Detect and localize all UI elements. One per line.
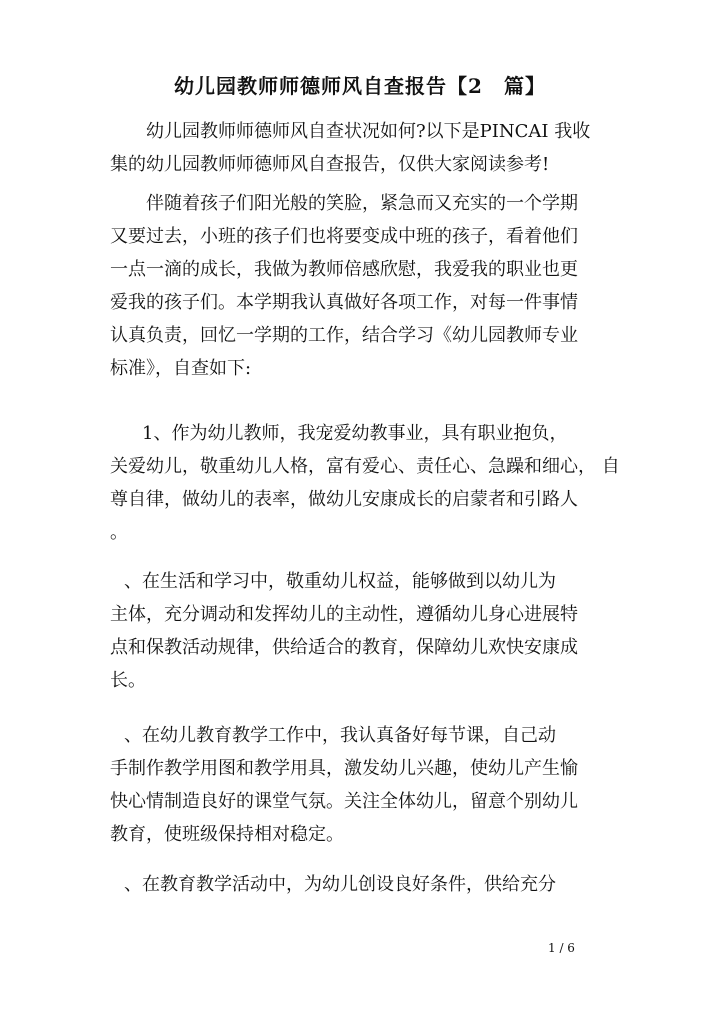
paragraph-line: 标准》，自查如下:: [110, 358, 252, 379]
paragraph-line: 一点一滴的成长，我做为教师倍感欣慰，我爱我的职业也更: [110, 259, 578, 280]
paragraph-line: 教育，使班级保持相对稳定。: [110, 824, 344, 845]
document-title: 幼儿园教师师德师风自查报告【2 篇】: [174, 74, 546, 98]
paragraph-line: 点和保教活动规律，供给适合的教育，保障幼儿欢快安康成: [110, 637, 578, 658]
paragraph-line: 主体，充分调动和发挥幼儿的主动性，遵循幼儿身心进展特: [110, 604, 578, 625]
paragraph-semester: [110, 187, 620, 385]
paragraph-item-3: [110, 719, 620, 851]
paragraph-line: 、在幼儿教育教学工作中，我认真备好每节课，自己动: [124, 725, 556, 746]
paragraph-line: 又要过去，小班的孩子们也将要变成中班的孩子，看着他们: [110, 226, 578, 247]
paragraph-item-1: [110, 417, 620, 549]
paragraph-item-4: [110, 868, 620, 901]
paragraph-line: 伴随着孩子们阳光般的笑脸，紧急而又充实的一个学期: [146, 193, 578, 214]
page-number: 1 / 6: [548, 941, 575, 955]
paragraph-item-2: [110, 565, 620, 697]
paragraph-intro: [110, 115, 620, 181]
paragraph-line: 认真负责，回忆一学期的工作，结合学习《幼儿园教师专业: [110, 325, 578, 346]
paragraph-line: 长。: [110, 670, 146, 691]
paragraph-line: 、在教育教学活动中，为幼儿创设良好条件，供给充分: [124, 874, 556, 895]
paragraph-line: 幼儿园教师师德师风自查状况如何?以下是PINCAI 我收: [146, 121, 591, 142]
paragraph-line: 关爱幼儿，敬重幼儿人格，富有爱心、责任心、急躁和细心， 自: [110, 456, 620, 477]
paragraph-line: 尊自律，做幼儿的表率，做幼儿安康成长的启蒙者和引路人: [110, 489, 578, 510]
paragraph-line: 、在生活和学习中，敬重幼儿权益，能够做到以幼儿为: [124, 571, 556, 592]
paragraph-line: 1、作为幼儿教师，我宠爱幼教事业，具有职业抱负，: [142, 423, 568, 444]
paragraph-line: 手制作教学用图和教学用具，激发幼儿兴趣，使幼儿产生愉: [110, 758, 578, 779]
paragraph-line: 快心情制造良好的课堂气氛。关注全体幼儿，留意个别幼儿: [110, 791, 578, 812]
paragraph-line: 集的幼儿园教师师德师风自查报告，仅供大家阅读参考!: [110, 154, 550, 175]
paragraph-line: 。: [110, 522, 128, 543]
paragraph-line: 爱我的孩子们。本学期我认真做好各项工作，对每一件事情: [110, 292, 578, 313]
